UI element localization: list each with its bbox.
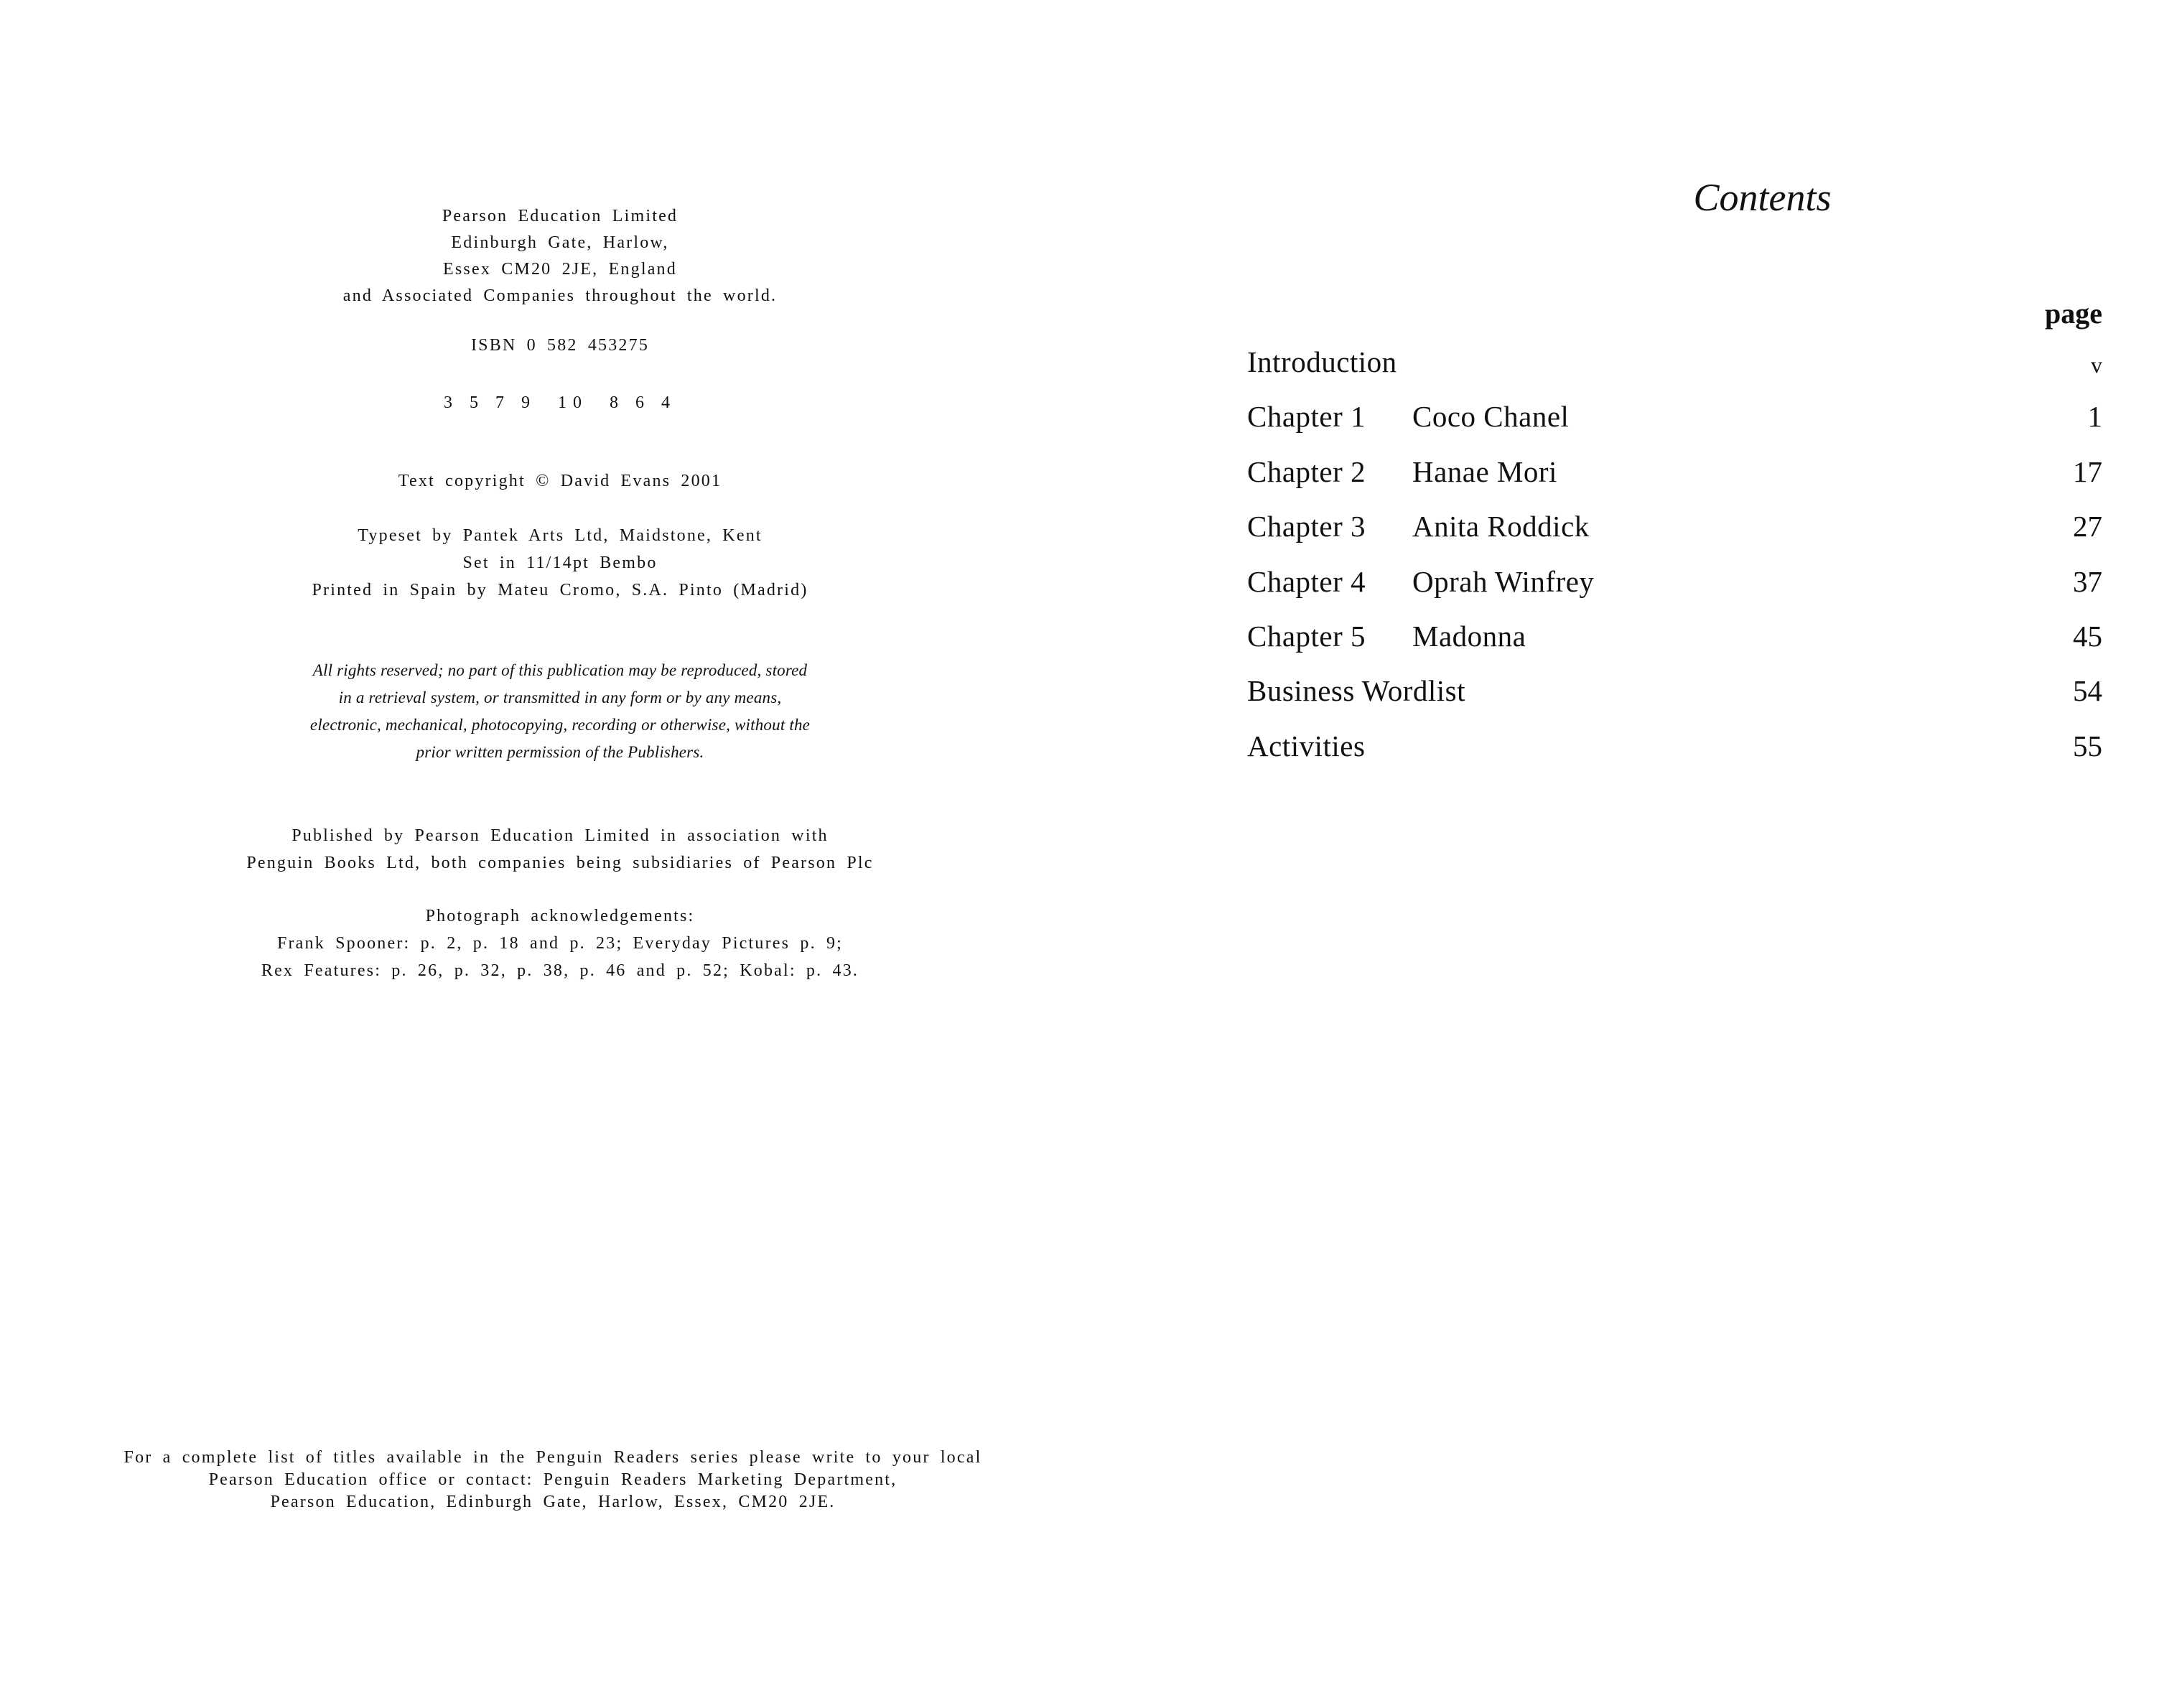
toc-entry-page: 55 — [2073, 729, 2102, 762]
toc-entry-title: Hanae Mori — [1412, 454, 1557, 488]
toc-entry-label: Activities — [1247, 729, 1366, 762]
toc-entry-page: 1 — [2087, 400, 2102, 434]
rights-line: electronic, mechanical, photocopying, recording or otherwise, without the — [309, 716, 811, 734]
typeset-line: Printed in Spain by Mateu Cromo, S.A. Pinto (Madrid) — [312, 581, 808, 599]
toc-entry-introduction[interactable] — [1247, 342, 2102, 396]
toc-entry-label: Introduction — [1247, 345, 1397, 378]
toc-entry-chapter-4[interactable] — [1247, 561, 2102, 616]
publisher-line: Pearson Education Limited — [442, 207, 679, 225]
toc-entry-chapter-3[interactable] — [1247, 506, 2102, 561]
publisher-line: Edinburgh Gate, Harlow, — [451, 233, 669, 252]
toc-entry-business-wordlist[interactable] — [1247, 671, 2102, 725]
page-column-header: page — [2045, 297, 2102, 330]
footer-line: For a complete list of titles available in the Penguin Readers series please write to your local — [123, 1448, 982, 1467]
series-footer — [0, 1447, 1106, 1513]
footer-line: Pearson Education office or contact: Penguin Readers Marketing Department, — [208, 1470, 897, 1489]
published-by — [0, 822, 1120, 877]
page-title: Contents — [1693, 176, 1832, 219]
isbn: ISBN 0 582 453275 — [470, 336, 650, 355]
toc-entry-activities[interactable] — [1247, 726, 2102, 780]
toc-entry-page: 45 — [2073, 619, 2102, 653]
toc-entry-chapter-2[interactable] — [1247, 452, 2102, 506]
rights-line: All rights reserved; no part of this publication may be reproduced, stored — [312, 661, 808, 679]
rights-line: in a retrieval system, or transmitted in any form or by any means, — [338, 689, 782, 706]
toc-entry-page: 27 — [2073, 510, 2102, 543]
toc-entry-title: Madonna — [1412, 619, 1526, 653]
publisher-address — [0, 203, 1120, 309]
toc-entry-page: 54 — [2073, 674, 2102, 708]
publisher-line: and Associated Companies throughout the world. — [342, 286, 778, 305]
typeset-line: Typeset by Pantek Arts Ltd, Maidstone, Kent — [358, 526, 763, 545]
toc-entry-label: Chapter 3 — [1247, 510, 1366, 543]
publisher-line: Essex CM20 2JE, England — [443, 260, 677, 279]
typeset-line: Set in 11/14pt Bembo — [462, 554, 658, 572]
published-line: Penguin Books Ltd, both companies being subsidiaries of Pearson Plc — [246, 854, 874, 872]
photo-line: Frank Spooner: p. 2, p. 18 and p. 23; Everyday Pictures p. 9; — [276, 934, 844, 953]
toc-entry-page: v — [2091, 352, 2102, 378]
photo-line: Photograph acknowledgements: — [425, 907, 695, 925]
photo-line: Rex Features: p. 26, p. 32, p. 38, p. 46 and p. 52; Kobal: p. 43. — [261, 961, 859, 980]
toc-entry-label: Chapter 1 — [1247, 400, 1366, 434]
typeset-info — [0, 522, 1120, 604]
impression-line: 3 5 7 9 10 8 6 4 — [444, 393, 676, 412]
rights-notice — [0, 657, 1120, 766]
toc-entry-label: Business Wordlist — [1247, 674, 1466, 708]
toc-entry-label: Chapter 2 — [1247, 454, 1366, 488]
toc-entry-chapter-5[interactable] — [1247, 616, 2102, 671]
toc-entry-label: Chapter 5 — [1247, 619, 1366, 653]
toc-entry-title: Oprah Winfrey — [1412, 564, 1595, 598]
toc-entry-page: 37 — [2073, 564, 2102, 598]
toc-entry-page: 17 — [2073, 454, 2102, 488]
copyright-notice: Text copyright © David Evans 2001 — [398, 472, 722, 490]
footer-line: Pearson Education, Edinburgh Gate, Harlow, Essex, CM20 2JE. — [270, 1493, 836, 1511]
table-of-contents — [1247, 342, 2102, 780]
toc-entry-chapter-1[interactable] — [1247, 396, 2102, 451]
photo-acknowledgements — [0, 902, 1120, 984]
contents-page — [1120, 0, 2182, 1708]
toc-entry-title: Anita Roddick — [1412, 510, 1590, 543]
published-line: Published by Pearson Education Limited in association with — [292, 826, 829, 845]
rights-line: prior written permission of the Publishers. — [416, 743, 704, 761]
toc-entry-label: Chapter 4 — [1247, 564, 1366, 598]
toc-entry-title: Coco Chanel — [1412, 400, 1570, 434]
